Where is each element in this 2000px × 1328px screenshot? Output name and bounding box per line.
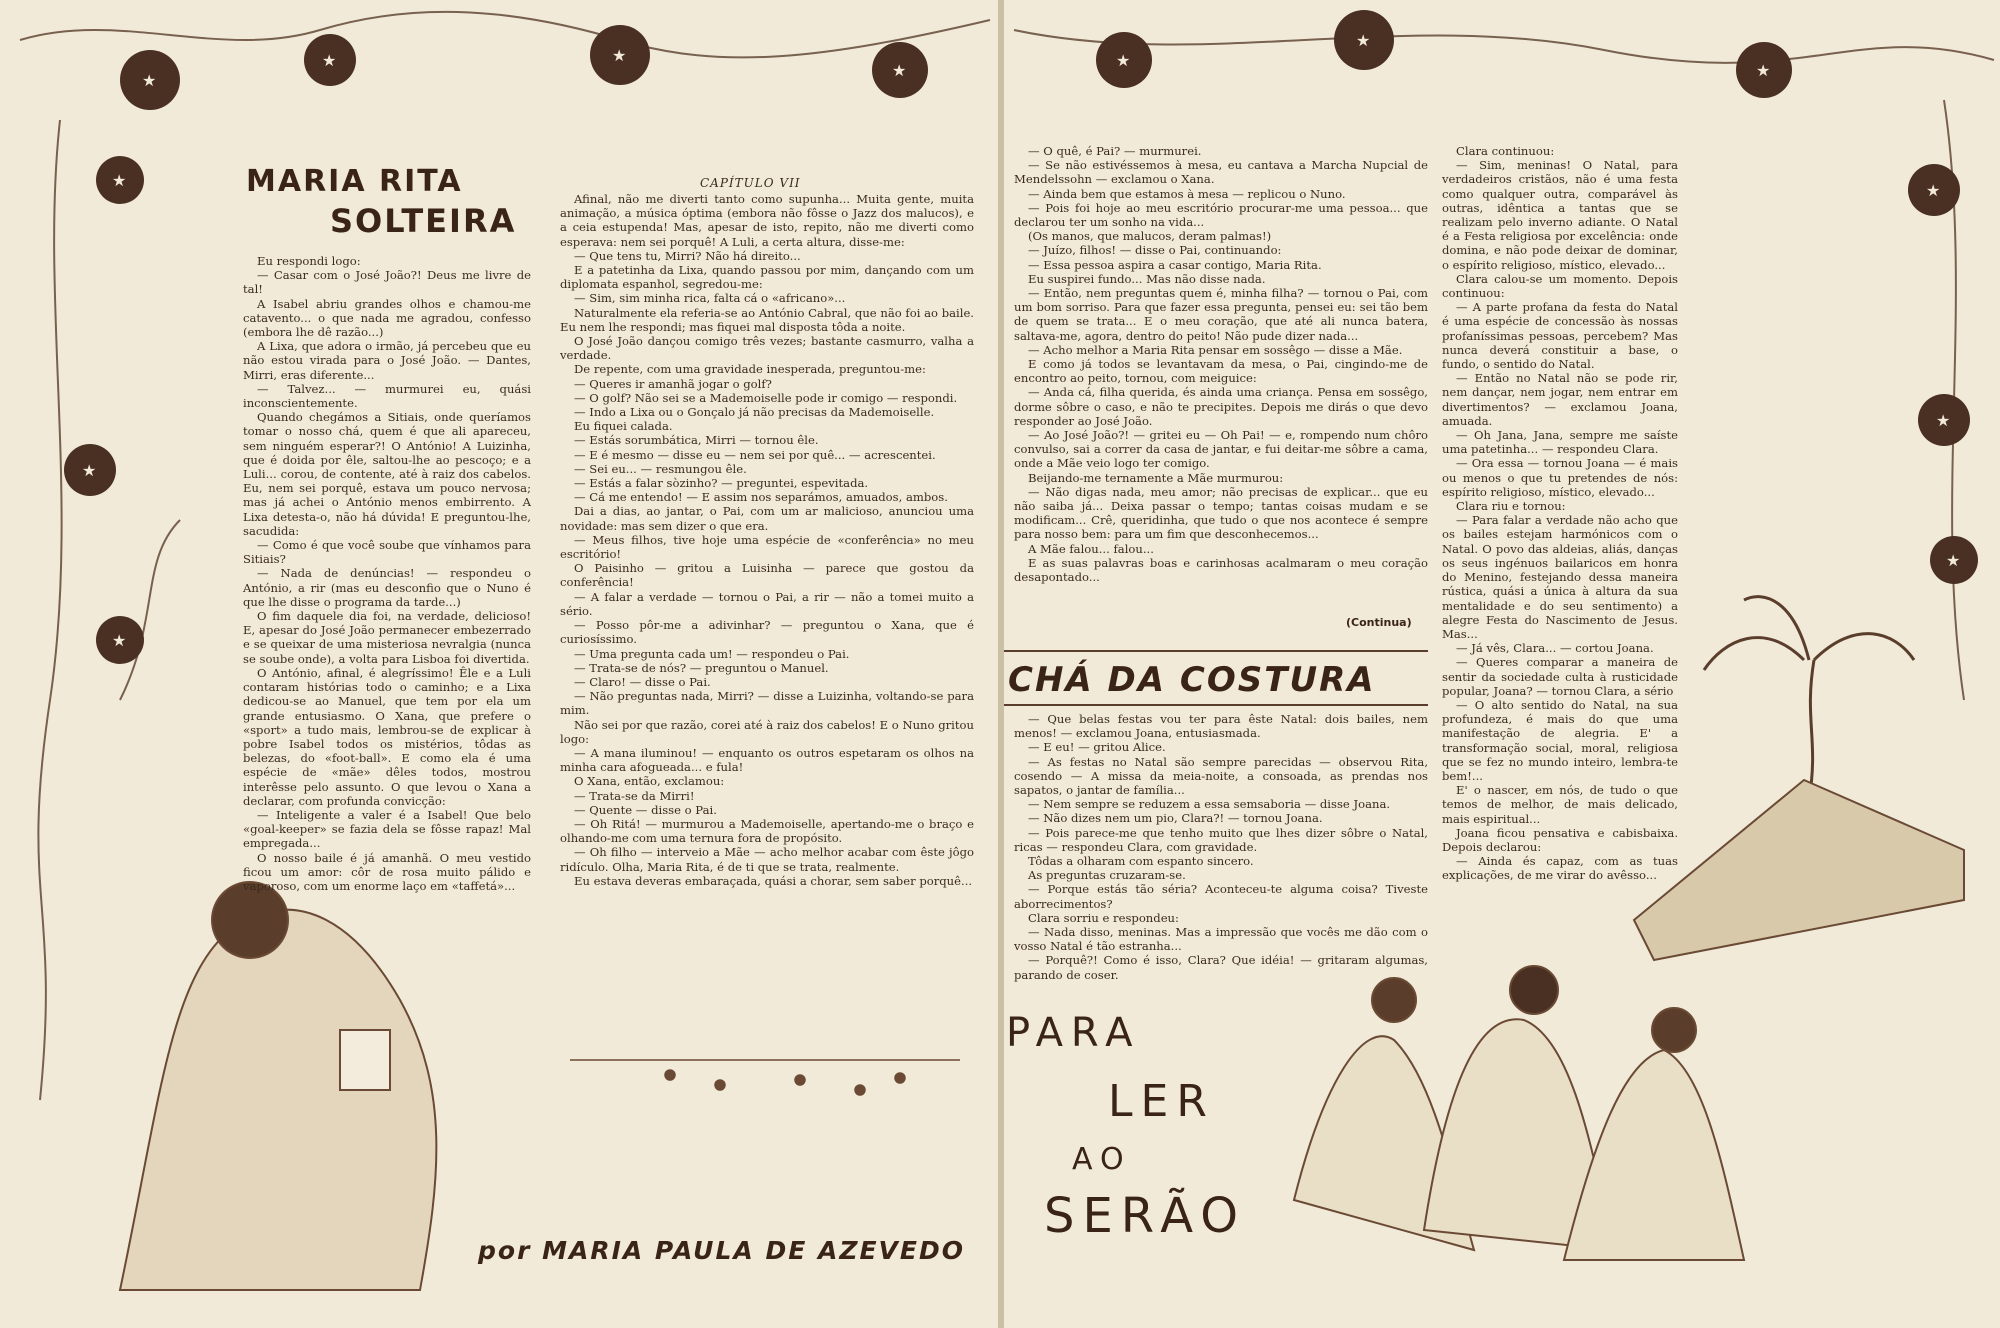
paragraph: O Paisinho — gritou a Luisinha — parece que gostou da conferência! xyxy=(560,561,974,590)
paragraph: Eu estava deveras embaraçada, quási a chorar, sem saber porquê... xyxy=(574,873,973,888)
paragraph: — A falar a verdade — tornou o Pai, a rir — não a tomei muito a sério. xyxy=(560,589,974,618)
paragraph: — Posso pôr-me a adivinhar? — preguntou o Xana, que é curiosíssimo. xyxy=(560,618,974,647)
svg-text:★: ★ xyxy=(892,61,907,80)
paragraph: — Indo a Lixa ou o Gonçalo já não precisas da Mademoiselle. xyxy=(574,405,935,420)
right-page xyxy=(1004,0,2000,1328)
left-column-1 xyxy=(243,254,531,893)
paragraph: O José João dançou comigo três vezes; bastante casmurro, valha a verdade. xyxy=(560,334,974,363)
paragraph: — Casar com o José João?! Deus me livre de tal! xyxy=(243,268,531,297)
paragraph: — Estás a falar sòzinho? — preguntei, espevitada. xyxy=(574,476,869,491)
paragraph: — Para falar a verdade não acho que os bailes estejam harmónicos com o Natal. O povo das aldeias, aliás, danças os seus ingénuos bailaricos em honra do Menino, festejando dessa maneira rústica, quási a única à altura da sua mentalidade e do seu sentimento) a alegre Festa do Nascimento de Jesus. Mas... xyxy=(1442,513,1678,641)
paragraph: Beijando-me ternamente a Mãe murmurou: xyxy=(1028,470,1284,485)
paragraph: Dai a dias, ao jantar, o Pai, com um ar malicioso, anunciou uma novidade: mas sem dizer o que era. xyxy=(560,504,974,533)
paragraph: — Estás sorumbática, Mirri — tornou êle. xyxy=(574,433,819,448)
section-title-cha-da-costura: CHÁ DA COSTURA xyxy=(1008,660,1376,700)
svg-text:★: ★ xyxy=(1756,61,1771,80)
paragraph: A Mãe falou... falou... xyxy=(1028,541,1154,556)
paragraph: E como já todos se levantavam da mesa, o Pai, cingindo-me de encontro ao peito, tornou, com meiguice: xyxy=(1014,357,1428,386)
svg-text:★: ★ xyxy=(1936,411,1951,430)
paragraph: Tôdas a olharam com espanto sincero. xyxy=(1028,854,1254,869)
paragraph: — Uma pregunta cada um! — respondeu o Pai. xyxy=(574,646,850,661)
chapter-heading: CAPÍTULO VII xyxy=(700,176,801,190)
paragraph: — Ainda és capaz, com as tuas explicações, de me virar do avêsso... xyxy=(1442,854,1678,883)
paragraph: — Sim, meninas! O Natal, para verdadeiros cristãos, não é uma festa como qualquer outra, comparável às outras, idêntica a tantas que se realizam pelo inverno adiante. O Natal é a Festa religiosa por excelência: onde domina, e não pode deixar de dominar, o espírito religioso, místico, elevado... xyxy=(1442,158,1678,272)
paragraph: — Então no Natal não se pode rir, nem dançar, nem jogar, nem entrar em divertimentos? — exclamou Joana, amuada. xyxy=(1442,371,1678,428)
author-byline: por MARIA PAULA DE AZEVEDO xyxy=(478,1236,965,1265)
paragraph: Eu respondi logo: xyxy=(257,254,361,268)
paragraph: — Não dizes nem um pio, Clara?! — tornou Joana. xyxy=(1028,811,1323,826)
paragraph: Não sei por que razão, corei até à raiz dos cabelos! E o Nuno gritou logo: xyxy=(560,717,974,746)
svg-text:★: ★ xyxy=(142,71,157,90)
paragraph: — Queres comparar a maneira de sentir da sociedade culta à rusticidade popular, Joana? — tornou Clara, a sério xyxy=(1442,655,1678,698)
paragraph: Eu suspirei fundo... Mas não disse nada. xyxy=(1028,271,1266,286)
paragraph: — Trata-se da Mirri! xyxy=(574,788,695,803)
paragraph: — Oh Ritá! — murmurou a Mademoiselle, apertando-me o braço e olhando-me com uma ternura fora de propósito. xyxy=(560,816,974,846)
paragraph: — Queres ir amanhã jogar o golf? xyxy=(574,376,772,391)
left-page xyxy=(0,0,998,1328)
svg-text:★: ★ xyxy=(1946,551,1961,570)
paragraph: — O quê, é Pai? — murmurei. xyxy=(1028,144,1202,158)
paragraph: Joana ficou pensativa e cabisbaixa. Depois declarou: xyxy=(1442,825,1678,854)
svg-text:★: ★ xyxy=(112,631,127,650)
story-title-line2: SOLTEIRA xyxy=(330,202,517,240)
continued-note: (Continua) xyxy=(1346,616,1412,629)
paragraph: (Os manos, que malucos, deram palmas!) xyxy=(1028,229,1272,244)
paragraph: — Nada disso, meninas. Mas a impressão que vocês me dão com o vosso Natal é tão estranha... xyxy=(1014,925,1428,954)
svg-text:★: ★ xyxy=(112,171,127,190)
paragraph: — Talvez... — murmurei eu, quási inconscientemente. xyxy=(243,381,531,411)
story-title-line1: MARIA RITA xyxy=(246,164,463,199)
paragraph: — Se não estivéssemos à mesa, eu cantava a Marcha Nupcial de Mendelssohn — exclamou o Xana. xyxy=(1014,158,1428,187)
paragraph: Clara continuou: xyxy=(1456,144,1555,158)
paragraph: — As festas no Natal são sempre parecidas — observou Rita, cosendo — A missa da meia-noite, a consoada, as prendas nos sapatos, o jantar de família... xyxy=(1014,754,1428,798)
left-column-2 xyxy=(560,192,974,888)
paragraph: — Que tens tu, Mirri? Não há direito... xyxy=(574,248,801,263)
svg-text:★: ★ xyxy=(1356,31,1371,50)
paragraph: Clara riu e tornou: xyxy=(1456,499,1566,514)
paragraph: O fim daquele dia foi, na verdade, delicioso! E, apesar do José João permanecer embezerrado e se queixar de uma misteriosa nevralgia (nunca se soube onde), a volta para Lisboa foi divertida. xyxy=(243,609,531,666)
paragraph: — Porquê?! Como é isso, Clara? Que idéia! — gritaram algumas, parando de coser. xyxy=(1014,953,1428,982)
paragraph: A Isabel abriu grandes olhos e chamou-me catavento... o que nada me agradou, confesso (embora lhe dê razão...) xyxy=(243,296,531,340)
para-ler-word-2: LER xyxy=(1108,1076,1215,1127)
para-ler-word-1: PARA xyxy=(1006,1010,1141,1056)
paragraph: O nosso baile é já amanhã. O meu vestido ficou um amor: côr de rosa muito pálido e vaporoso, com um enorme laço em «taffetá»... xyxy=(243,850,531,893)
paragraph: E as suas palavras boas e carinhosas acalmaram o meu coração desapontado... xyxy=(1014,555,1428,585)
paragraph: Quando chegámos a Sitiais, onde queríamos tomar o nosso chá, quem é que ali apareceu, sem ninguém esperar?! O António! A Luizinha, que é doida por êle, saltou-lhe ao pescoço; e a Luli... corou, de contente, até à raiz dos cabelos. Eu, nem sei porquê, estava um pouco nervosa; mas já achei o António menos embirrento. A Lixa detesta-o, não há dúvida! E preguntou-lhe, sacudida: xyxy=(243,410,531,538)
paragraph: — Claro! — disse o Pai. xyxy=(574,674,711,689)
paragraph: — Meus filhos, tive hoje uma espécie de «conferência» no meu escritório! xyxy=(560,532,974,562)
paragraph: — Juízo, filhos! — disse o Pai, continuando: xyxy=(1028,243,1282,258)
paragraph: Naturalmente ela referia-se ao António Cabral, que não foi ao baile. Eu nem lhe respondi; mas fiquei mal disposta tôda a noite. xyxy=(560,305,974,334)
para-ler-word-4: SERÃO xyxy=(1044,1188,1246,1244)
paragraph: — Pois foi hoje ao meu escritório procurar-me uma pessoa... que declarou ter um sonho na vida... xyxy=(1014,200,1428,230)
svg-text:★: ★ xyxy=(322,51,337,70)
right-column-1 xyxy=(1014,144,1428,584)
paragraph: — O alto sentido do Natal, na sua profundeza, é mais do que uma manifestação de alegria. E' a transformação social, moral, religiosa que se fez no mundo inteiro, lembra-te bem!... xyxy=(1442,697,1678,783)
paragraph: Eu fiquei calada. xyxy=(574,419,673,434)
para-ler-word-3: AO xyxy=(1072,1142,1132,1177)
paragraph: A Lixa, que adora o irmão, já percebeu que eu não estou virada para o José João. — Dantes, Mirri, eras diferente... xyxy=(243,339,531,382)
paragraph: — Não preguntas nada, Mirri? — disse a Luizinha, voltando-se para mim. xyxy=(560,689,974,718)
svg-text:★: ★ xyxy=(612,46,627,65)
paragraph: — Ao José João?! — gritei eu — Oh Pai! — e, rompendo num chôro convulso, sai a correr da casa de jantar, e fui deitar-me sôbre a cama, onde a Mãe veio logo ter comigo. xyxy=(1014,428,1428,471)
paragraph: Clara calou-se um momento. Depois continuou: xyxy=(1442,271,1678,301)
paragraph: — Nem sempre se reduzem a essa semsaboria — disse Joana. xyxy=(1028,797,1391,812)
paragraph: — O golf? Não sei se a Mademoiselle pode ir comigo — respondi. xyxy=(574,390,958,405)
paragraph: As preguntas cruzaram-se. xyxy=(1028,868,1186,883)
paragraph: — E eu! — gritou Alice. xyxy=(1028,740,1166,755)
right-column-2 xyxy=(1442,144,1678,883)
paragraph: — Ora essa — tornou Joana — é mais ou menos o que tu pretendes de nós: espírito religioso, místico, elevado... xyxy=(1442,456,1678,499)
paragraph: Afinal, não me diverti tanto como supunha... Muita gente, muita animação, a música óptima (embora não fôsse o Jazz dos malucos), e a ceia estupenda! Mas, apesar de isto, repito, não me diverti como esperava: nem sei porquê! A Luli, a certa altura, disse-me: xyxy=(560,192,974,249)
paragraph: — Anda cá, filha querida, és ainda uma criança. Pensa em sossêgo, dorme sôbre o caso, e não te precipites. Depois me dirás o que devo responder ao José João. xyxy=(1014,385,1428,428)
paragraph: — Pois parece-me que tenho muito que lhes dizer sôbre o Natal, ricas — respondeu Clara, com gravidade. xyxy=(1014,825,1428,854)
paragraph: E a patetinha da Lixa, quando passou por mim, dançando com um diplomata espanhol, segredou-me: xyxy=(560,263,974,292)
paragraph: — Ainda bem que estamos à mesa — replicou o Nuno. xyxy=(1028,186,1346,201)
svg-text:★: ★ xyxy=(82,461,97,480)
paragraph: — Que belas festas vou ter para êste Natal: dois bailes, nem menos! — exclamou Joana, entusiasmada. xyxy=(1014,712,1428,741)
paragraph: — Cá me entendo! — E assim nos separámos, amuados, ambos. xyxy=(574,490,948,505)
paragraph: — Sim, sim minha rica, falta cá o «africano»... xyxy=(574,291,846,306)
paragraph: — Acho melhor a Maria Rita pensar em sossêgo — disse a Mãe. xyxy=(1028,342,1403,357)
svg-text:★: ★ xyxy=(1116,51,1131,70)
right-column-1b xyxy=(1014,712,1428,982)
paragraph: — Porque estás tão séria? Aconteceu-te alguma coisa? Tiveste aborrecimentos? xyxy=(1014,882,1428,911)
paragraph: Clara sorriu e respondeu: xyxy=(1028,910,1179,925)
paragraph: — Oh Jana, Jana, sempre me saíste uma patetinha... — respondeu Clara. xyxy=(1442,428,1678,457)
paragraph: E' o nascer, em nós, de tudo o que temos de melhor, de mais delicado, mais espiritual... xyxy=(1442,783,1678,826)
paragraph: — Trata-se de nós? — preguntou o Manuel. xyxy=(574,660,829,675)
paragraph: — Essa pessoa aspira a casar contigo, Maria Rita. xyxy=(1028,257,1322,272)
paragraph: — Já vês, Clara... — cortou Joana. xyxy=(1456,641,1654,656)
paragraph: — Como é que você soube que vínhamos para Sitiais? xyxy=(243,538,531,567)
paragraph: — E é mesmo — disse eu — nem sei por quê... — acrescentei. xyxy=(574,447,936,462)
paragraph: — Então, nem preguntas quem é, minha filha? — tornou o Pai, com um bom sorriso. Para que fazer essa pregunta, pensei eu: sei tão bem de quem se trata... E o meu coração, que até ali nunca batera, saltava-me, agora, dentro do peito! Não pude dizer nada... xyxy=(1014,286,1428,343)
paragraph: — A parte profana da festa do Natal é uma espécie de concessão às nossas profaníssimas pessoas, percebem? Mas nunca deverá constituir a base, o fundo, o sentido do Natal. xyxy=(1442,300,1678,372)
section-rule-top xyxy=(1004,650,1428,652)
paragraph: O Xana, então, exclamou: xyxy=(574,774,725,789)
paragraph: — Oh filho — interveio a Mãe — acho melhor acabar com êste jôgo ridículo. Olha, Maria Rita, é de ti que se trata, realmente. xyxy=(560,845,974,874)
paragraph: O António, afinal, é alegríssimo! Êle e a Luli contaram histórias todo o caminho; e a Lixa dedicou-se ao Manuel, que tem por ela um grande entusiasmo. O Xana, que prefere o «sport» a tudo mais, lembrou-se de explicar à pobre Isabel todos os mistérios, tôdas as belezas, do «foot-ball». E como ela é uma espécie de «mãe» dêles todos, mostrou interêsse pelo assunto. O que levou o Xana a declarar, com profunda convicção: xyxy=(243,665,531,808)
svg-text:★: ★ xyxy=(1926,181,1941,200)
paragraph: — Sei eu... — resmungou êle. xyxy=(574,461,747,476)
paragraph: — A mana iluminou! — enquanto os outros espetaram os olhos na minha cara afogueada... e fula! xyxy=(560,745,974,775)
paragraph: — Quente — disse o Pai. xyxy=(574,802,717,817)
paragraph: — Não digas nada, meu amor; não precisas de explicar... que eu não saiba já... Deixa passar o tempo; tantas coisas mudam e se modificam... Crê, queridinha, que tudo o que nos acontece é sempre para nosso bem: para um fim que desconhecemos... xyxy=(1014,484,1428,542)
paragraph: De repente, com uma gravidade inesperada, preguntou-me: xyxy=(574,362,926,377)
section-rule-bottom xyxy=(1004,704,1428,706)
paragraph: — Inteligente a valer é a Isabel! Que belo «goal-keeper» se fazia dela se fôsse rapaz! Mal empregada... xyxy=(243,807,531,851)
paragraph: — Nada de denúncias! — respondeu o António, a rir (mas eu desconfio que o Nuno é que lhe disse o programa da tarde...) xyxy=(243,566,531,609)
